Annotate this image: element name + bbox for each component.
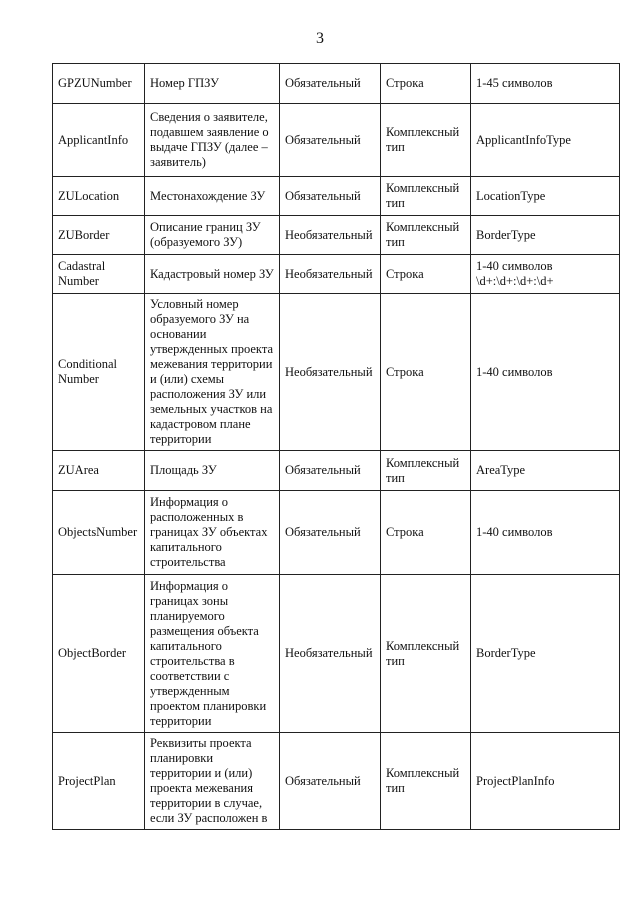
format-cell: BorderType bbox=[471, 216, 620, 255]
table-row bbox=[53, 104, 620, 177]
description-cell: Местонахождение ЗУ bbox=[145, 177, 280, 216]
table-row bbox=[53, 733, 620, 830]
description-cell: Информация о границах зоны планируемого размещения объекта капитального строительства в соответствии с утвержденным проектом планировки территории bbox=[145, 575, 280, 733]
description-cell: Кадастровый номер ЗУ bbox=[145, 255, 280, 294]
requirement-cell: Необязательный bbox=[280, 216, 381, 255]
description-cell: Сведения о заявителе, подавшем заявление о выдаче ГПЗУ (далее – заявитель) bbox=[145, 104, 280, 177]
element-name-cell: ObjectsNumber bbox=[53, 491, 145, 575]
type-cell: Строка bbox=[381, 255, 471, 294]
table-row bbox=[53, 575, 620, 733]
type-cell: Комплексный тип bbox=[381, 177, 471, 216]
element-name-cell: Cadastral Number bbox=[53, 255, 145, 294]
type-cell: Комплексный тип bbox=[381, 216, 471, 255]
type-cell: Строка bbox=[381, 294, 471, 451]
format-cell: 1-40 символов bbox=[471, 294, 620, 451]
format-cell: LocationType bbox=[471, 177, 620, 216]
requirement-cell: Необязательный bbox=[280, 294, 381, 451]
type-cell: Комплексный тип bbox=[381, 451, 471, 491]
format-cell: ApplicantInfoType bbox=[471, 104, 620, 177]
element-name-cell: Conditional Number bbox=[53, 294, 145, 451]
element-name-cell: GPZUNumber bbox=[53, 64, 145, 104]
table-row bbox=[53, 294, 620, 451]
type-cell: Комплексный тип bbox=[381, 104, 471, 177]
page-number: 3 bbox=[316, 30, 324, 47]
format-cell: AreaType bbox=[471, 451, 620, 491]
table-row bbox=[53, 491, 620, 575]
table-row bbox=[53, 216, 620, 255]
type-cell: Комплексный тип bbox=[381, 733, 471, 830]
requirement-cell: Обязательный bbox=[280, 177, 381, 216]
element-name-cell: ObjectBorder bbox=[53, 575, 145, 733]
requirement-cell: Обязательный bbox=[280, 64, 381, 104]
format-cell: BorderType bbox=[471, 575, 620, 733]
format-cell: 1-40 символов \d+:\d+:\d+:\d+ bbox=[471, 255, 620, 294]
requirement-cell: Необязательный bbox=[280, 255, 381, 294]
element-name-cell: ZULocation bbox=[53, 177, 145, 216]
table-row bbox=[53, 177, 620, 216]
format-cell: 1-40 символов bbox=[471, 491, 620, 575]
requirement-cell: Необязательный bbox=[280, 575, 381, 733]
requirement-cell: Обязательный bbox=[280, 451, 381, 491]
format-cell: ProjectPlanInfo bbox=[471, 733, 620, 830]
element-name-cell: ApplicantInfo bbox=[53, 104, 145, 177]
description-cell: Условный номер образуемого ЗУ на основании утвержденных проекта межевания территории и (или) схемы расположения ЗУ или земельных участков на кадастровом плане территории bbox=[145, 294, 280, 451]
element-name-cell: ProjectPlan bbox=[53, 733, 145, 830]
table-row bbox=[53, 255, 620, 294]
type-cell: Комплексный тип bbox=[381, 575, 471, 733]
format-cell: 1-45 символов bbox=[471, 64, 620, 104]
table-row bbox=[53, 64, 620, 104]
description-cell: Площадь ЗУ bbox=[145, 451, 280, 491]
description-cell: Номер ГПЗУ bbox=[145, 64, 280, 104]
type-cell: Строка bbox=[381, 491, 471, 575]
requirement-cell: Обязательный bbox=[280, 104, 381, 177]
specification-table bbox=[52, 63, 620, 830]
element-name-cell: ZUArea bbox=[53, 451, 145, 491]
description-cell: Описание границ ЗУ (образуемого ЗУ) bbox=[145, 216, 280, 255]
requirement-cell: Обязательный bbox=[280, 491, 381, 575]
table-row bbox=[53, 451, 620, 491]
description-cell: Реквизиты проекта планировки территории и (или) проекта межевания территории в случае, если ЗУ расположен в bbox=[145, 733, 280, 830]
type-cell: Строка bbox=[381, 64, 471, 104]
element-name-cell: ZUBorder bbox=[53, 216, 145, 255]
description-cell: Информация о расположенных в границах ЗУ объектах капитального строительства bbox=[145, 491, 280, 575]
requirement-cell: Обязательный bbox=[280, 733, 381, 830]
